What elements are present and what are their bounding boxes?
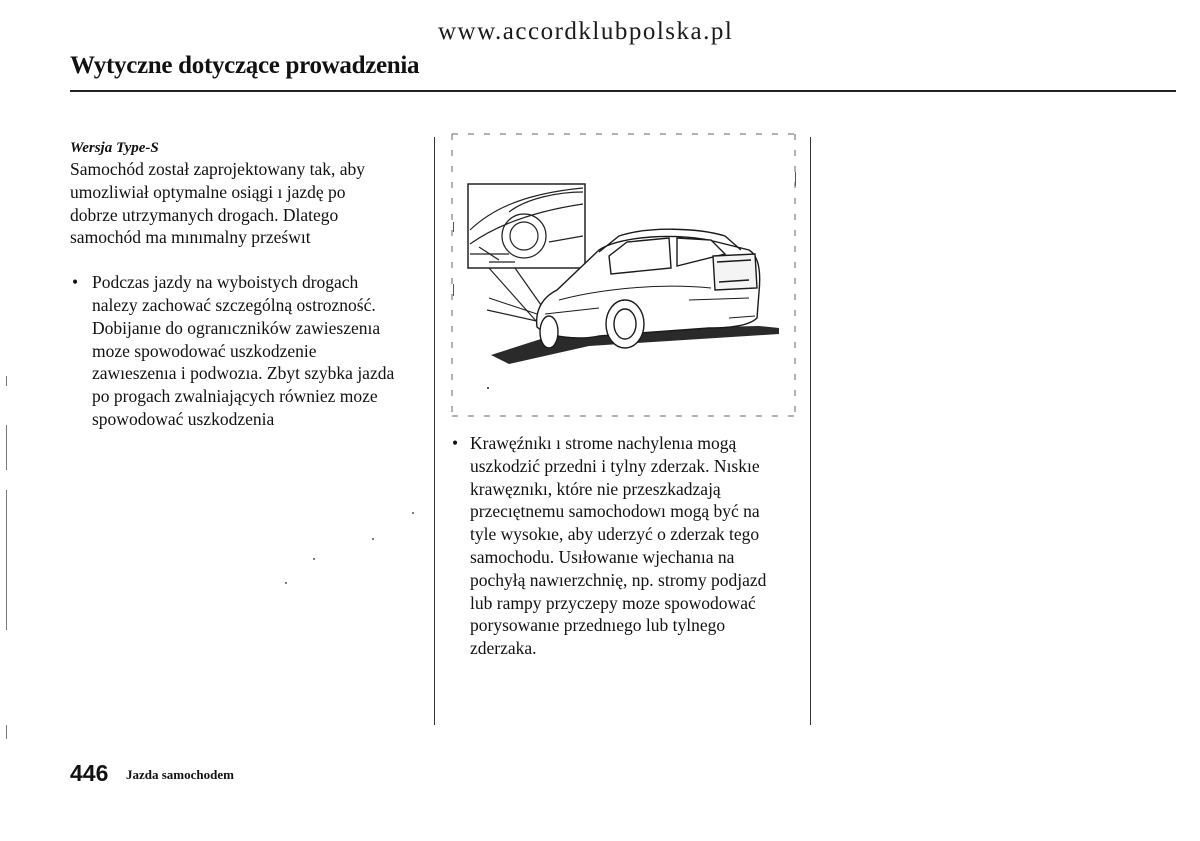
- scan-artifact: [6, 490, 7, 630]
- bullet-line: zawıeszenıa i podwozıa. Zbyt szybka jazda: [92, 363, 395, 384]
- bullet-line: porysowanıe przednıego lub tylnego: [470, 615, 726, 636]
- intro-line: dobrze utrzymanych drogach. Dlatego: [70, 204, 339, 225]
- scan-speck: [285, 582, 287, 584]
- bullet-line: Dobijanıe do ogranıczników zawieszenıa: [92, 317, 381, 338]
- right-column: [452, 432, 797, 660]
- page-number: 446: [70, 760, 109, 786]
- scan-artifact: [6, 376, 7, 386]
- column-divider-right: [810, 137, 811, 725]
- bullet-line: tyle wysokıe, aby uderzyć o zderzak tego: [470, 524, 760, 545]
- bullet-line: po progach zwalniających równiez moze: [92, 386, 378, 407]
- version-label: Wersja Type-S: [70, 140, 159, 156]
- bullet-line: Krawęźnıkı ı strome nachylenıa mogą: [470, 433, 737, 453]
- intro-paragraph: [70, 158, 420, 249]
- scan-artifact: [6, 725, 7, 739]
- bullet-line: samochodu. Usıłowanıe wjechanıa na: [470, 546, 735, 567]
- bullet-line: krawęznıkı, które nie przeszkadzają: [470, 478, 721, 499]
- footer-section-title: Jazda samochodem: [126, 767, 234, 782]
- intro-line: umozliwiał optymalne osiągi ı jazdę po: [70, 181, 346, 202]
- scan-speck: [313, 558, 315, 560]
- bullet-line: Podczas jazdy na wyboistych drogach: [92, 272, 359, 293]
- intro-line: samochód ma mınımalny prześwıt: [70, 227, 311, 248]
- title-divider: [70, 90, 1176, 92]
- bullet-icon: •: [72, 272, 79, 293]
- bullet-rough-roads: [70, 271, 420, 431]
- bullet-icon: •: [452, 433, 459, 453]
- car-on-curb-illustration: [449, 132, 799, 424]
- intro-line: Samochód został zaprojektowany tak, aby: [70, 159, 365, 179]
- bullet-line: spowodować uszkodzenia: [92, 408, 275, 429]
- bullet-line: lub rampy przyczepy moze spowodować: [470, 592, 756, 613]
- left-column: [70, 138, 420, 431]
- scan-artifact: [6, 425, 7, 470]
- bullet-line: moze spowodować uszkodzenie: [92, 340, 317, 361]
- bullet-curbs: [452, 432, 797, 660]
- bullet-line: przecıętnemu samochodowı mogą być na: [470, 501, 760, 522]
- scan-speck: [412, 512, 414, 514]
- scan-speck: [372, 538, 374, 540]
- bullet-line: nalezy zachować szczególną ostrozność.: [92, 294, 376, 315]
- column-divider-left: [434, 137, 435, 725]
- bullet-line: uszkodzić przedni i tylny zderzak. Nıskıe: [470, 455, 760, 476]
- page-title: Wytyczne dotyczące prowadzenia: [70, 52, 420, 79]
- bullet-line: pochyłą nawıerzchnię, np. stromy podjazd: [470, 569, 767, 590]
- bullet-line: zderzaka.: [470, 638, 537, 659]
- watermark-url: www.accordklubpolska.pl: [438, 18, 734, 45]
